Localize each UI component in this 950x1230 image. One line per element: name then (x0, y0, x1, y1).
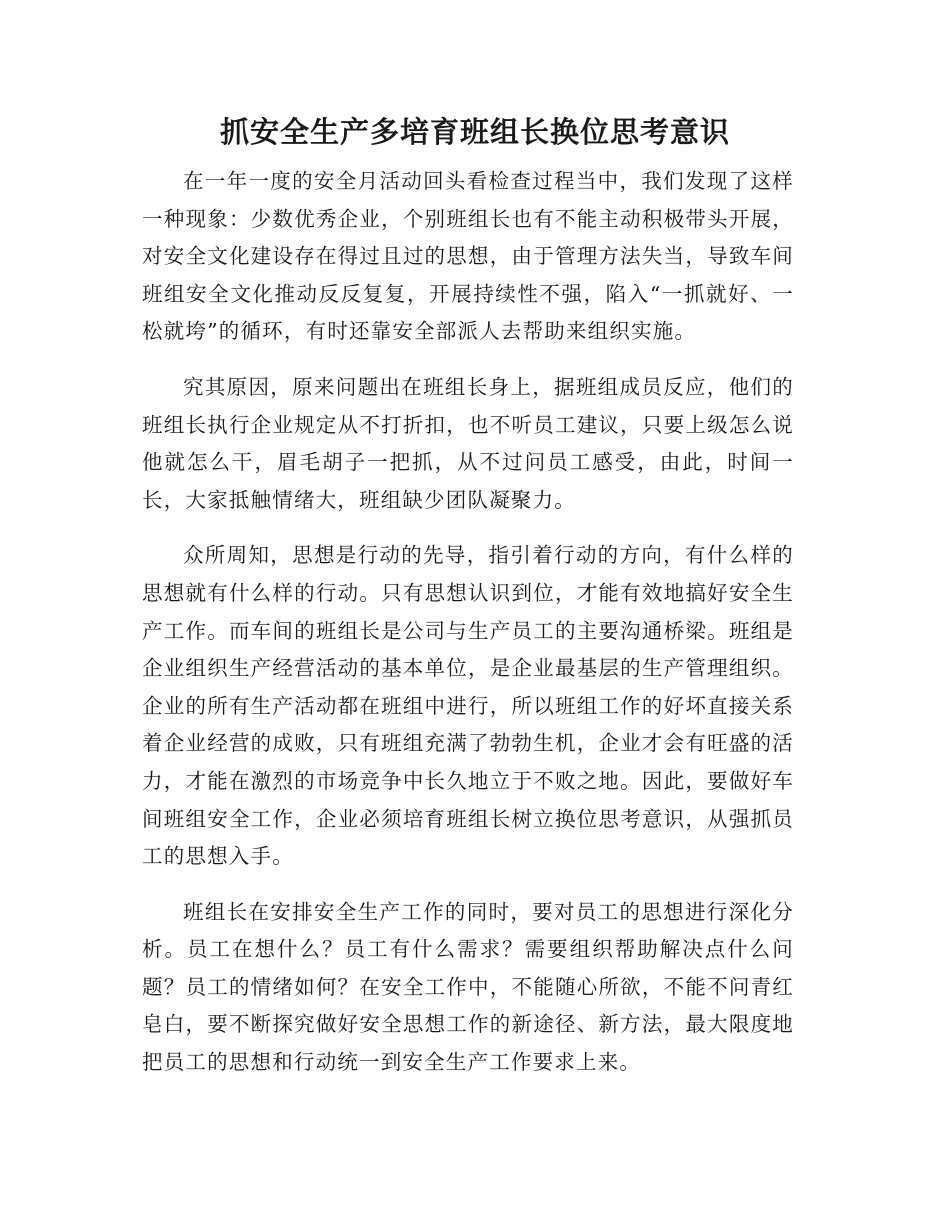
paragraph-4: 班组长在安排安全生产工作的同时，要对员工的思想进行深化分析。员工在想什么？员工有什么需求？需要组织帮助解决点什么问题？员工的情绪如何？在安全工作中，不能随心所欲，不能不问青红皂白，要不断探究做好安全思想工作的新途径、新方法，最大限度地把员工的思想和行动统一到安全生产工作要求上来。 (142, 899, 794, 1075)
paragraph-1: 在一年一度的安全月活动回头看检查过程当中，我们发现了这样一种现象：少数优秀企业，个别班组长也有不能主动积极带头开展，对安全文化建设存在得过且过的思想，由于管理方法失当，导致车间班组安全文化推动反反复复，开展持续性不强，陷入“一抓就好、一松就垮”的循环，有时还靠安全部派人去帮助来组织实施。 (142, 169, 794, 344)
paragraph-2: 究其原因，原来问题出在班组长身上，据班组成员反应，他们的班组长执行企业规定从不打折扣，也不听员工建议，只要上级怎么说他就怎么干，眉毛胡子一把抓，从不过问员工感受，由此，时间一长，大家抵触情绪大，班组缺少团队凝聚力。 (142, 374, 794, 512)
document-body (142, 163, 794, 1100)
paragraph-3: 众所周知，思想是行动的先导，指引着行动的方向，有什么样的思想就有什么样的行动。只有思想认识到位，才能有效地搞好安全生产工作。而车间的班组长是公司与生产员工的主要沟通桥梁。班组是企业组织生产经营活动的基本单位，是企业最基层的生产管理组织。企业的所有生产活动都在班组中进行，所以班组工作的好坏直接关系着企业经营的成败，只有班组充满了勃勃生机，企业才会有旺盛的活力，才能在激烈的市场竞争中长久地立于不败之地。因此，要做好车间班组安全工作，企业必须培育班组长树立换位思考意识，从强抓员工的思想入手。 (142, 543, 794, 869)
document-title: 抓安全生产多培育班组长换位思考意识 (219, 115, 730, 149)
